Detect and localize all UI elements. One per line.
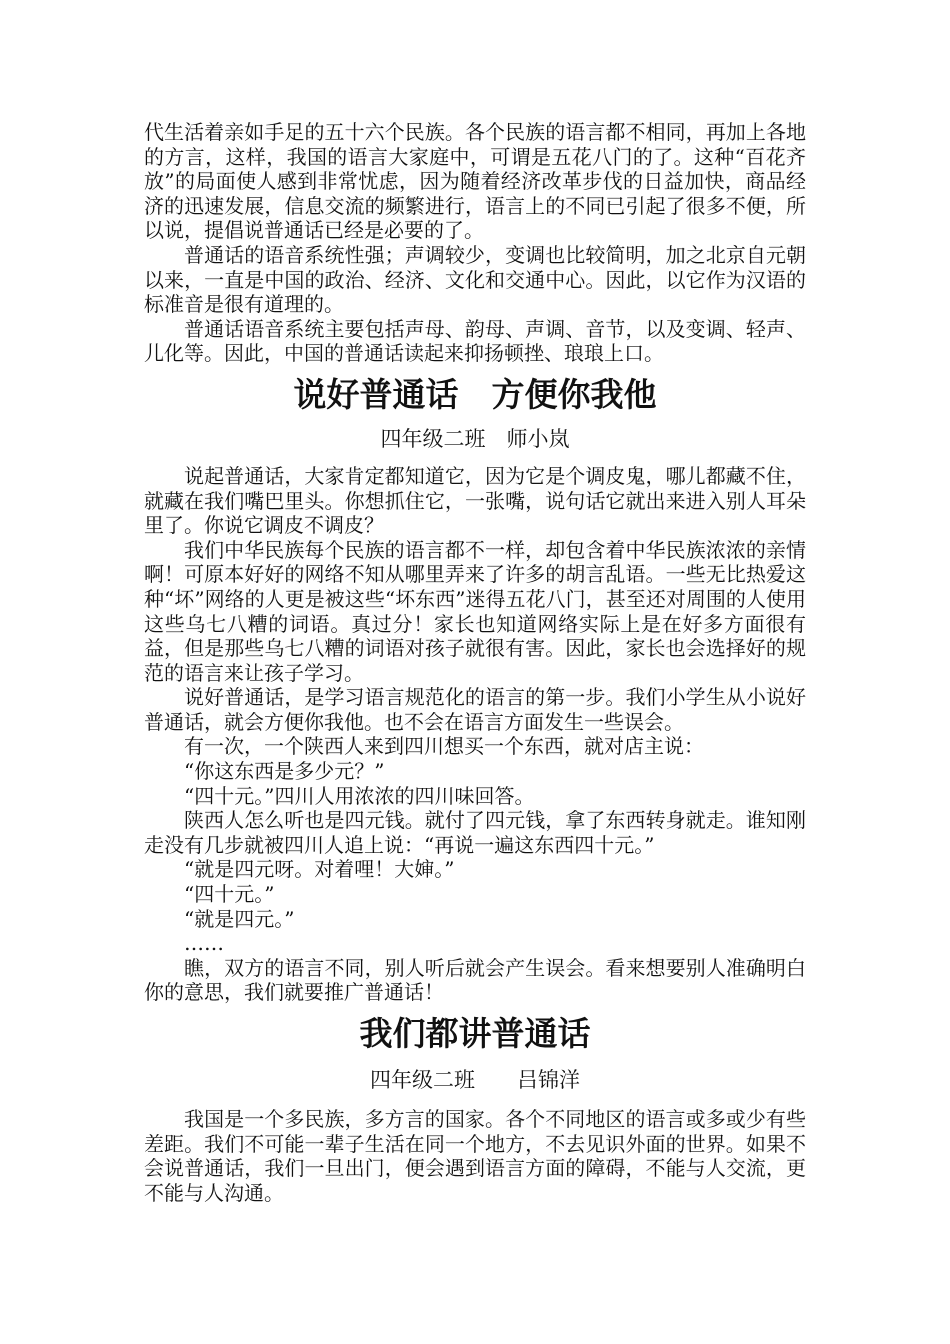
article-1-paragraph: “四十元。”四川人用浓浓的四川味回答。 (184, 783, 535, 808)
article-2-paragraph: 我国是一个多民族，多方言的国家。各个不同地区的语言或多或少有些差距。我们不可能一辈子生活在同一个地方，不去见识外面的世界。如果不会说普通话，我们一旦出门，便会遇到语言方面的障碍，不能与人交流，更不能与人沟通。 (144, 1107, 806, 1205)
article-2-title: 我们都讲普通话 (359, 1014, 591, 1053)
article-1-paragraph: 我们中华民族每个民族的语言都不一样，却包含着中华民族浓浓的亲情啊！可原本好好的网络不知从哪里弄来了许多的胡言乱语。一些无比热爱这种“坏”网络的人更是被这些“坏东西”迷得五花八门，甚至还对周围的人使用这些乌七八糟的词语。真过分！家长也知道网络实际上是在好多方面很有益，但是那些乌七八糟的词语对孩子就很有害。因此，家长也会选择好的规范的语言来让孩子学习。 (144, 537, 806, 685)
article-1-paragraph: “就是四元呀。对着哩！大婶。” (184, 857, 455, 882)
article-1-byline: 四年级二班 师小岚 (380, 426, 570, 451)
article-1-paragraph: “就是四元。” (184, 906, 295, 931)
intro-paragraph-3: 普通话语音系统主要包括声母、韵母、声调、音节，以及变调、轻声、儿化等。因此，中国的普通话读起来抑扬顿挫、琅琅上口。 (144, 316, 806, 366)
intro-paragraph-1: 代生活着亲如手足的五十六个民族。各个民族的语言都不相同，再加上各地的方言，这样，我国的语言大家庭中，可谓是五花八门的了。这种“百花齐放”的局面使人感到非常忧虑，因为随着经济改革步伐的日益加快，商品经济的迅速发展，信息交流的频繁进行，语言上的不同已引起了很多不便，所以说，提倡说普通话已经是必要的了。 (144, 120, 806, 243)
article-1-title: 说好普通话 方便你我他 (293, 374, 657, 414)
document-page (144, 120, 806, 1205)
article-1-paragraph: 说起普通话，大家肯定都知道它，因为它是个调皮鬼，哪儿都藏不住，就藏在我们嘴巴里头。你想抓住它，一张嘴，说句话它就出来进入别人耳朵里了。你说它调皮不调皮？ (144, 463, 806, 538)
article-1-paragraph: 有一次，一个陕西人来到四川想买一个东西，就对店主说： (184, 734, 704, 759)
article-1-paragraph: 说好普通话，是学习语言规范化的语言的第一步。我们小学生从小说好普通话，就会方便你我他。也不会在语言方面发生一些误会。 (144, 685, 806, 734)
article-2-byline: 四年级二班 吕锦洋 (370, 1068, 580, 1092)
article-1-paragraph: …… (184, 931, 224, 956)
article-1-paragraph: 陕西人怎么听也是四元钱。就付了四元钱，拿了东西转身就走。谁知刚走没有几步就被四川人追上说：“再说一遍这东西四十元。” (144, 808, 806, 857)
intro-paragraph-2: 普通话的语音系统性强；声调较少，变调也比较简明，加之北京自元朝以来，一直是中国的政治、经济、文化和交通中心。因此，以它作为汉语的标准音是很有道理的。 (144, 242, 806, 317)
article-1-paragraph: “你这东西是多少元？” (184, 759, 385, 784)
article-1-paragraph: 瞧，双方的语言不同，别人听后就会产生误会。看来想要别人准确明白你的意思，我们就要推广普通话！ (144, 955, 806, 1005)
article-1-paragraph: “四十元。” (184, 882, 275, 907)
